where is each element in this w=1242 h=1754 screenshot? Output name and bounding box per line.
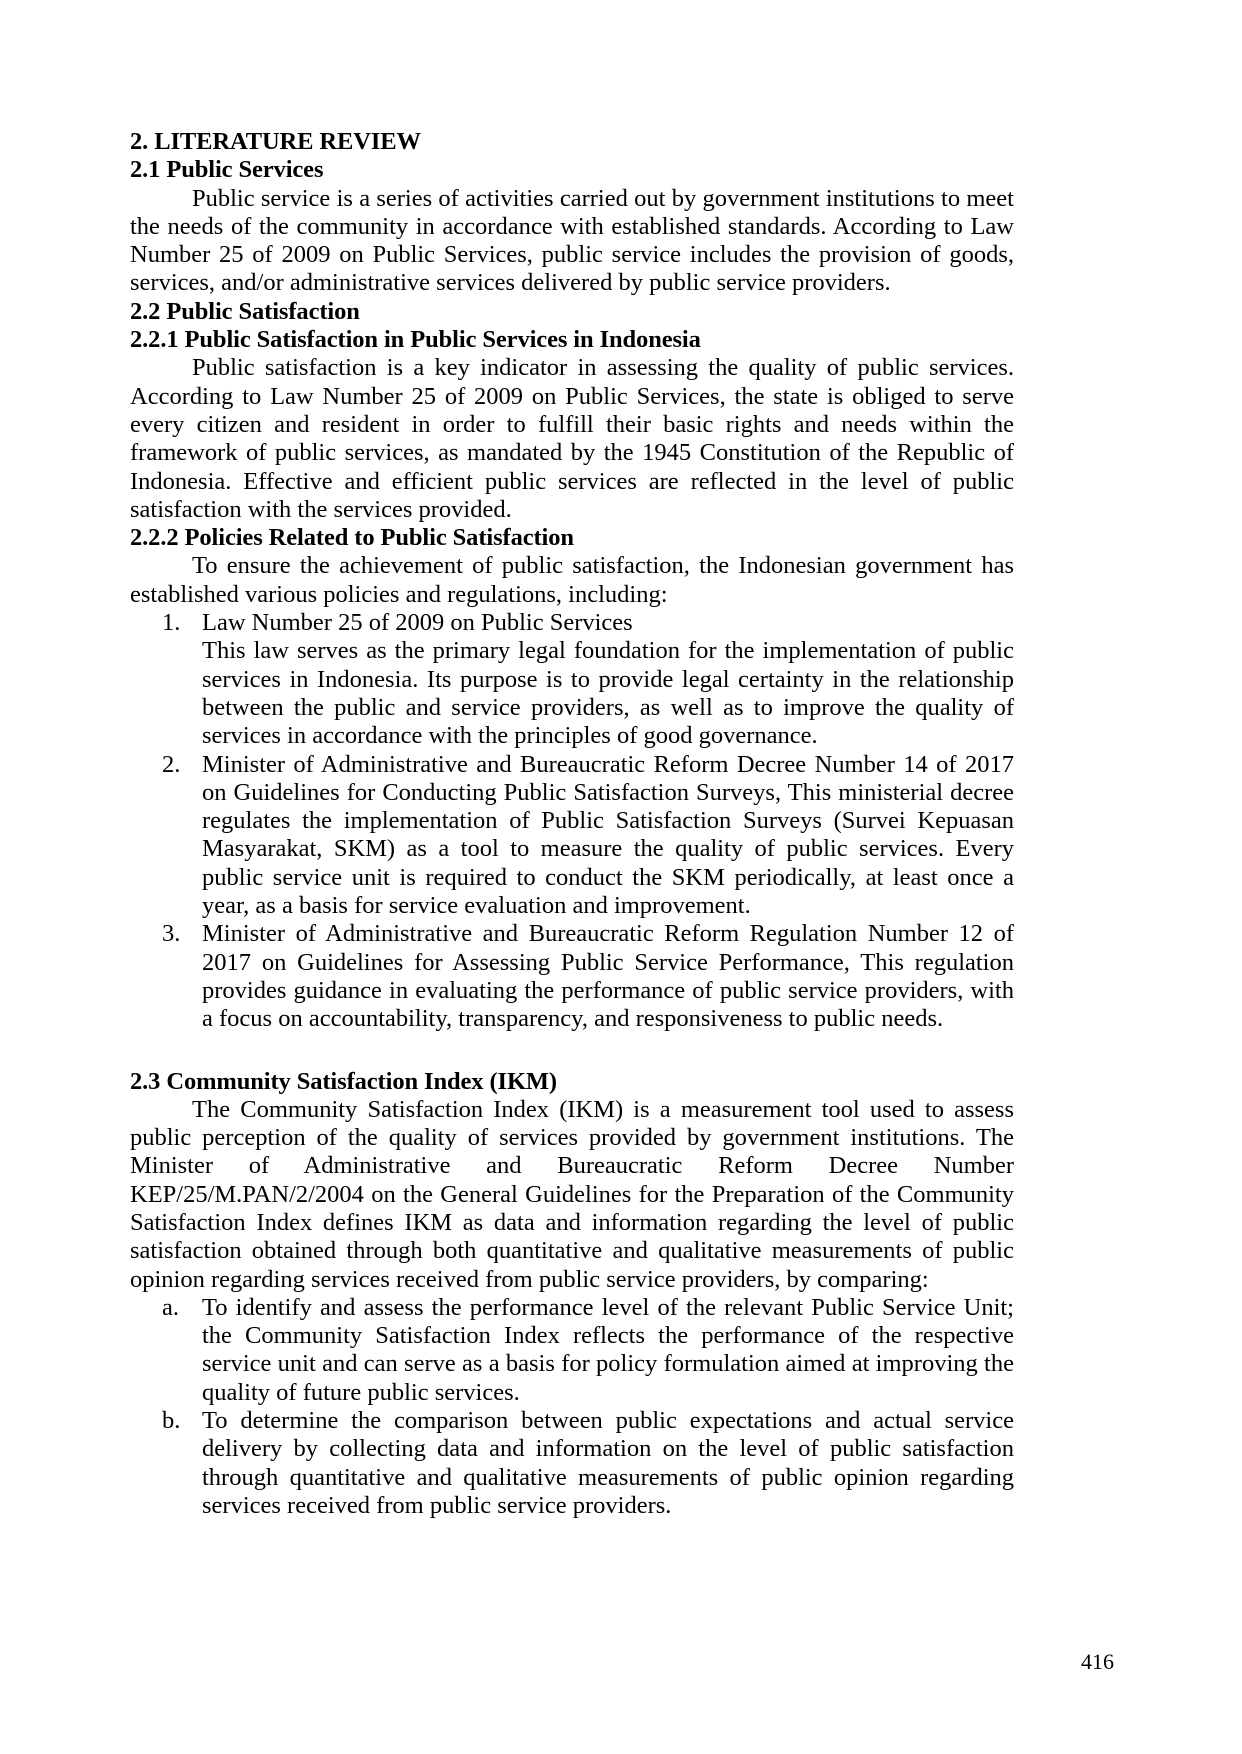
list-item-body: Minister of Administrative and Bureaucratic Reform Regulation Number 12 of 2017 on Guidelines for Assessing Public Service Performance, This regulation provides guidance in evaluating the performance of public service providers, with a focus on accountability, transparency, and responsiveness to public needs. — [202, 920, 1014, 1033]
list-marker: 1. — [162, 609, 181, 637]
list-marker: a. — [162, 1293, 179, 1321]
section-spacer — [130, 1034, 1014, 1068]
subsection-heading-2-3: 2.3 Community Satisfaction Index (IKM) — [130, 1067, 557, 1095]
list-item — [130, 1407, 1014, 1520]
subsection-heading-2-2-2: 2.2.2 Policies Related to Public Satisfaction — [130, 524, 574, 552]
list-item-body: This law serves as the primary legal foundation for the implementation of public services in Indonesia. Its purpose is to provide legal certainty in the relationship between the public and service providers, as well as to improve the quality of services in accordance with the principles of good governance. — [202, 637, 1014, 750]
list-item-body: Minister of Administrative and Bureaucratic Reform Decree Number 14 of 2017 on Guidelines for Conducting Public Satisfaction Surveys, This ministerial decree regulates the implementation of Public Satisfaction Surveys (Survei Kepuasan Masyarakat, SKM) as a tool to measure the quality of public services. Every public service unit is required to conduct the SKM periodically, at least once a year, as a basis for service evaluation and improvement. — [202, 750, 1014, 920]
paragraph-2-2-1-public-satisfaction: Public satisfaction is a key indicator in assessing the quality of public services. According to Law Number 25 of 2009 on Public Services, the state is obliged to serve every citizen and resident in order to fulfill their basic rights and needs within the framework of public services, as mandated by the 1945 Constitution of the Republic of Indonesia. Effective and efficient public services are reflected in the level of public satisfaction with the services provided. — [130, 354, 1014, 523]
page-number: 416 — [1081, 1648, 1114, 1674]
list-item — [130, 609, 1014, 750]
list-item — [130, 1294, 1014, 1407]
list-marker: b. — [162, 1407, 181, 1435]
section-heading-literature-review: 2. LITERATURE REVIEW — [130, 128, 421, 155]
paragraph-2-2-2-policies: To ensure the achievement of public satisfaction, the Indonesian government has established various policies and regulations, including: — [130, 552, 1014, 608]
subsection-heading-2-2-1: 2.2.1 Public Satisfaction in Public Services in Indonesia — [130, 326, 701, 354]
list-item-body: To determine the comparison between public expectations and actual service delivery by collecting data and information on the level of public satisfaction through quantitative and qualitative measurements of public opinion regarding services received from public service providers. — [202, 1407, 1014, 1519]
list-marker: 3. — [162, 920, 181, 948]
list-item-title: Law Number 25 of 2009 on Public Services — [202, 609, 633, 637]
policies-numbered-list — [130, 609, 1014, 1033]
list-item — [130, 920, 1014, 1033]
ikm-lettered-list — [130, 1294, 1014, 1520]
list-item — [130, 751, 1014, 921]
list-item-body: To identify and assess the performance level of the relevant Public Service Unit; the Community Satisfaction Index reflects the performance of the respective service unit and can serve as a basis for policy formulation aimed at improving the quality of future public services. — [202, 1293, 1014, 1406]
paragraph-2-3-ikm: The Community Satisfaction Index (IKM) is a measurement tool used to assess public perception of the quality of services provided by government institutions. The Minister of Administrative and Bureaucratic Reform Decree Number KEP/25/M.PAN/2/2004 on the General Guidelines for the Preparation of the Community Satisfaction Index defines IKM as data and information regarding the level of public satisfaction obtained through both quantitative and qualitative measurements of public opinion regarding services received from public service providers, by comparing: — [130, 1095, 1014, 1293]
list-marker: 2. — [162, 750, 181, 778]
subsection-heading-2-1: 2.1 Public Services — [130, 156, 324, 184]
page-content — [130, 128, 1014, 1520]
paragraph-2-1-public-services: Public service is a series of activities carried out by government institutions to meet the needs of the community in accordance with established standards. According to Law Number 25 of 2009 on Public Services, public service includes the provision of goods, services, and/or administrative services delivered by public service providers. — [130, 184, 1014, 297]
subsection-heading-2-2: 2.2 Public Satisfaction — [130, 297, 360, 325]
